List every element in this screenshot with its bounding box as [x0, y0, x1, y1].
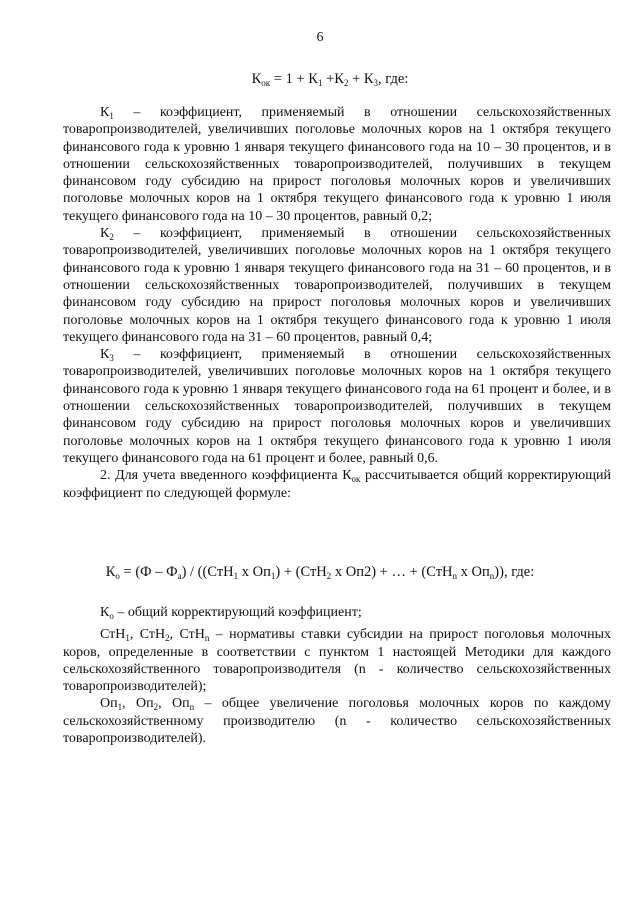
page-number: 6 — [316, 30, 324, 45]
formula-text: ) / ((СтН — [181, 564, 234, 580]
term-label: Оп — [100, 696, 118, 712]
term-subscript: n — [189, 702, 195, 713]
definitions-section — [63, 604, 611, 747]
coefficients-section — [63, 104, 611, 502]
term-label: , СтН — [129, 627, 166, 643]
formula-k-o — [0, 564, 640, 581]
formula-text: ) + (СтН — [275, 564, 327, 580]
term-subscript: 2 — [109, 232, 114, 243]
formula-subscript: n — [489, 571, 495, 581]
formula-subscript: а — [177, 571, 182, 581]
term-subscript: 2 — [165, 633, 170, 644]
stn-definition — [63, 626, 611, 695]
formula-text: , где: — [378, 71, 409, 87]
formula-text: = 1 + — [270, 71, 309, 87]
k1-paragraph — [63, 104, 611, 225]
op-definition — [63, 695, 611, 747]
term-label: К — [100, 226, 110, 242]
formula-k-ok — [10, 71, 640, 88]
formula-subscript: 3 — [373, 78, 379, 88]
formula-subscript: n — [452, 571, 458, 581]
paragraph-text: – общее увеличение поголовья молочных коров по каждому сельскохозяйственному производителю (n - количество сельскохозяйственных товаропроизводителей). — [63, 696, 611, 747]
formula-text: х Оп2) + … + (СтН — [331, 564, 453, 580]
paragraph-text: – коэффициент, применяемый в отношении сельскохозяйственных товаропроизводителей, увеличивших поголовье молочных коров на 1 октября текущего финансового года к уровню 1 января текущего финансового года на 61 процент и более, и в отношении сельскохозяйственных товаропроизводителей, получивших в текущем финансовом году субсидию на прирост поголовья молочных коров и увеличивших поголовье молочных коров на 1 октября текущего финансового года к уровню 1 июля текущего финансового года на 61 процент и более, равный 0,6. — [63, 347, 611, 466]
formula-subscript: о — [115, 571, 120, 581]
term-subscript: 1 — [109, 111, 114, 121]
paragraph-text: 2. Для учета введенного коэффициента К — [100, 468, 352, 484]
ko-definition — [63, 604, 611, 621]
formula-subscript: 2 — [326, 571, 332, 581]
term-subscript: 1 — [125, 633, 130, 644]
term-label: К — [100, 605, 110, 620]
formula-symbol: К — [334, 71, 344, 87]
formula-subscript: 1 — [233, 571, 239, 581]
term-subscript: 3 — [109, 353, 114, 364]
term-subscript: n — [204, 633, 210, 644]
paragraph-text: рассчитывается общий корректирующий коэффициент по следующей формуле: — [63, 468, 611, 501]
term-label: , Оп — [158, 696, 190, 712]
formula-text: + — [348, 71, 364, 87]
term-subscript: ок — [351, 474, 361, 485]
formula-subscript: 2 — [343, 78, 349, 88]
formula-symbol: К — [308, 71, 318, 87]
paragraph-text: – коэффициент, применяемый в отношении сельскохозяйственных товаропроизводителей, увеличивших поголовье молочных коров на 1 октября текущего финансового года к уровню 1 января текущего финансового года на 31 – 60 процентов, и в отношении сельскохозяйственных товаропроизводителей, получивших в текущем финансовом году субсидию на прирост поголовья молочных коров и увеличивших поголовье молочных коров на 1 октября текущего финансового года к уровню 1 июля текущего финансового года на 31 – 60 процентов, равный 0,4; — [63, 226, 611, 345]
term-label: СтН — [100, 627, 126, 643]
term-label: , Оп — [122, 696, 154, 712]
term-label: , СтН — [169, 627, 205, 643]
formula-subscript: ок — [261, 78, 271, 88]
formula-symbol: К — [251, 71, 262, 87]
term-subscript: о — [109, 611, 114, 621]
formula-text: + — [322, 71, 335, 87]
term-label: К — [100, 105, 110, 120]
formula-symbol: К — [363, 71, 374, 87]
paragraph-text: – нормативы ставки субсидии на прирост поголовья молочных коров, определенные в соответствии с пунктом 1 настоящей Методики для каждого сельскохозяйственного товаропроизводителя (n - количество сельскохозяйственных товаропроизводителей); — [63, 627, 611, 695]
formula-subscript: 1 — [270, 571, 276, 581]
item-2-paragraph — [63, 467, 611, 502]
formula-symbol: К — [105, 564, 116, 580]
formula-text: = (Ф – Ф — [119, 564, 178, 580]
formula-text: )), где: — [494, 564, 535, 580]
term-subscript: 2 — [153, 702, 159, 713]
formula-subscript: 1 — [317, 78, 323, 88]
term-subscript: 1 — [117, 702, 123, 713]
k2-paragraph — [63, 225, 611, 346]
k3-paragraph — [63, 346, 611, 467]
formula-text: х Оп — [238, 564, 271, 580]
paragraph-text: – коэффициент, применяемый в отношении сельскохозяйственных товаропроизводителей, увеличивших поголовье молочных коров на 1 октября текущего финансового года к уровню 1 января текущего финансового года на 10 – 30 процентов, и в отношении сельскохозяйственных товаропроизводителей, получивших в текущем финансовом году субсидию на прирост поголовья молочных коров и увеличивших поголовье молочных коров на 1 октября текущего финансового года к уровню 1 июля текущего финансового года на 10 – 30 процентов, равный 0,2; — [63, 105, 611, 224]
formula-text: х Оп — [457, 564, 490, 580]
term-label: К — [100, 347, 110, 363]
paragraph-text: – общий корректирующий коэффициент; — [113, 605, 362, 620]
